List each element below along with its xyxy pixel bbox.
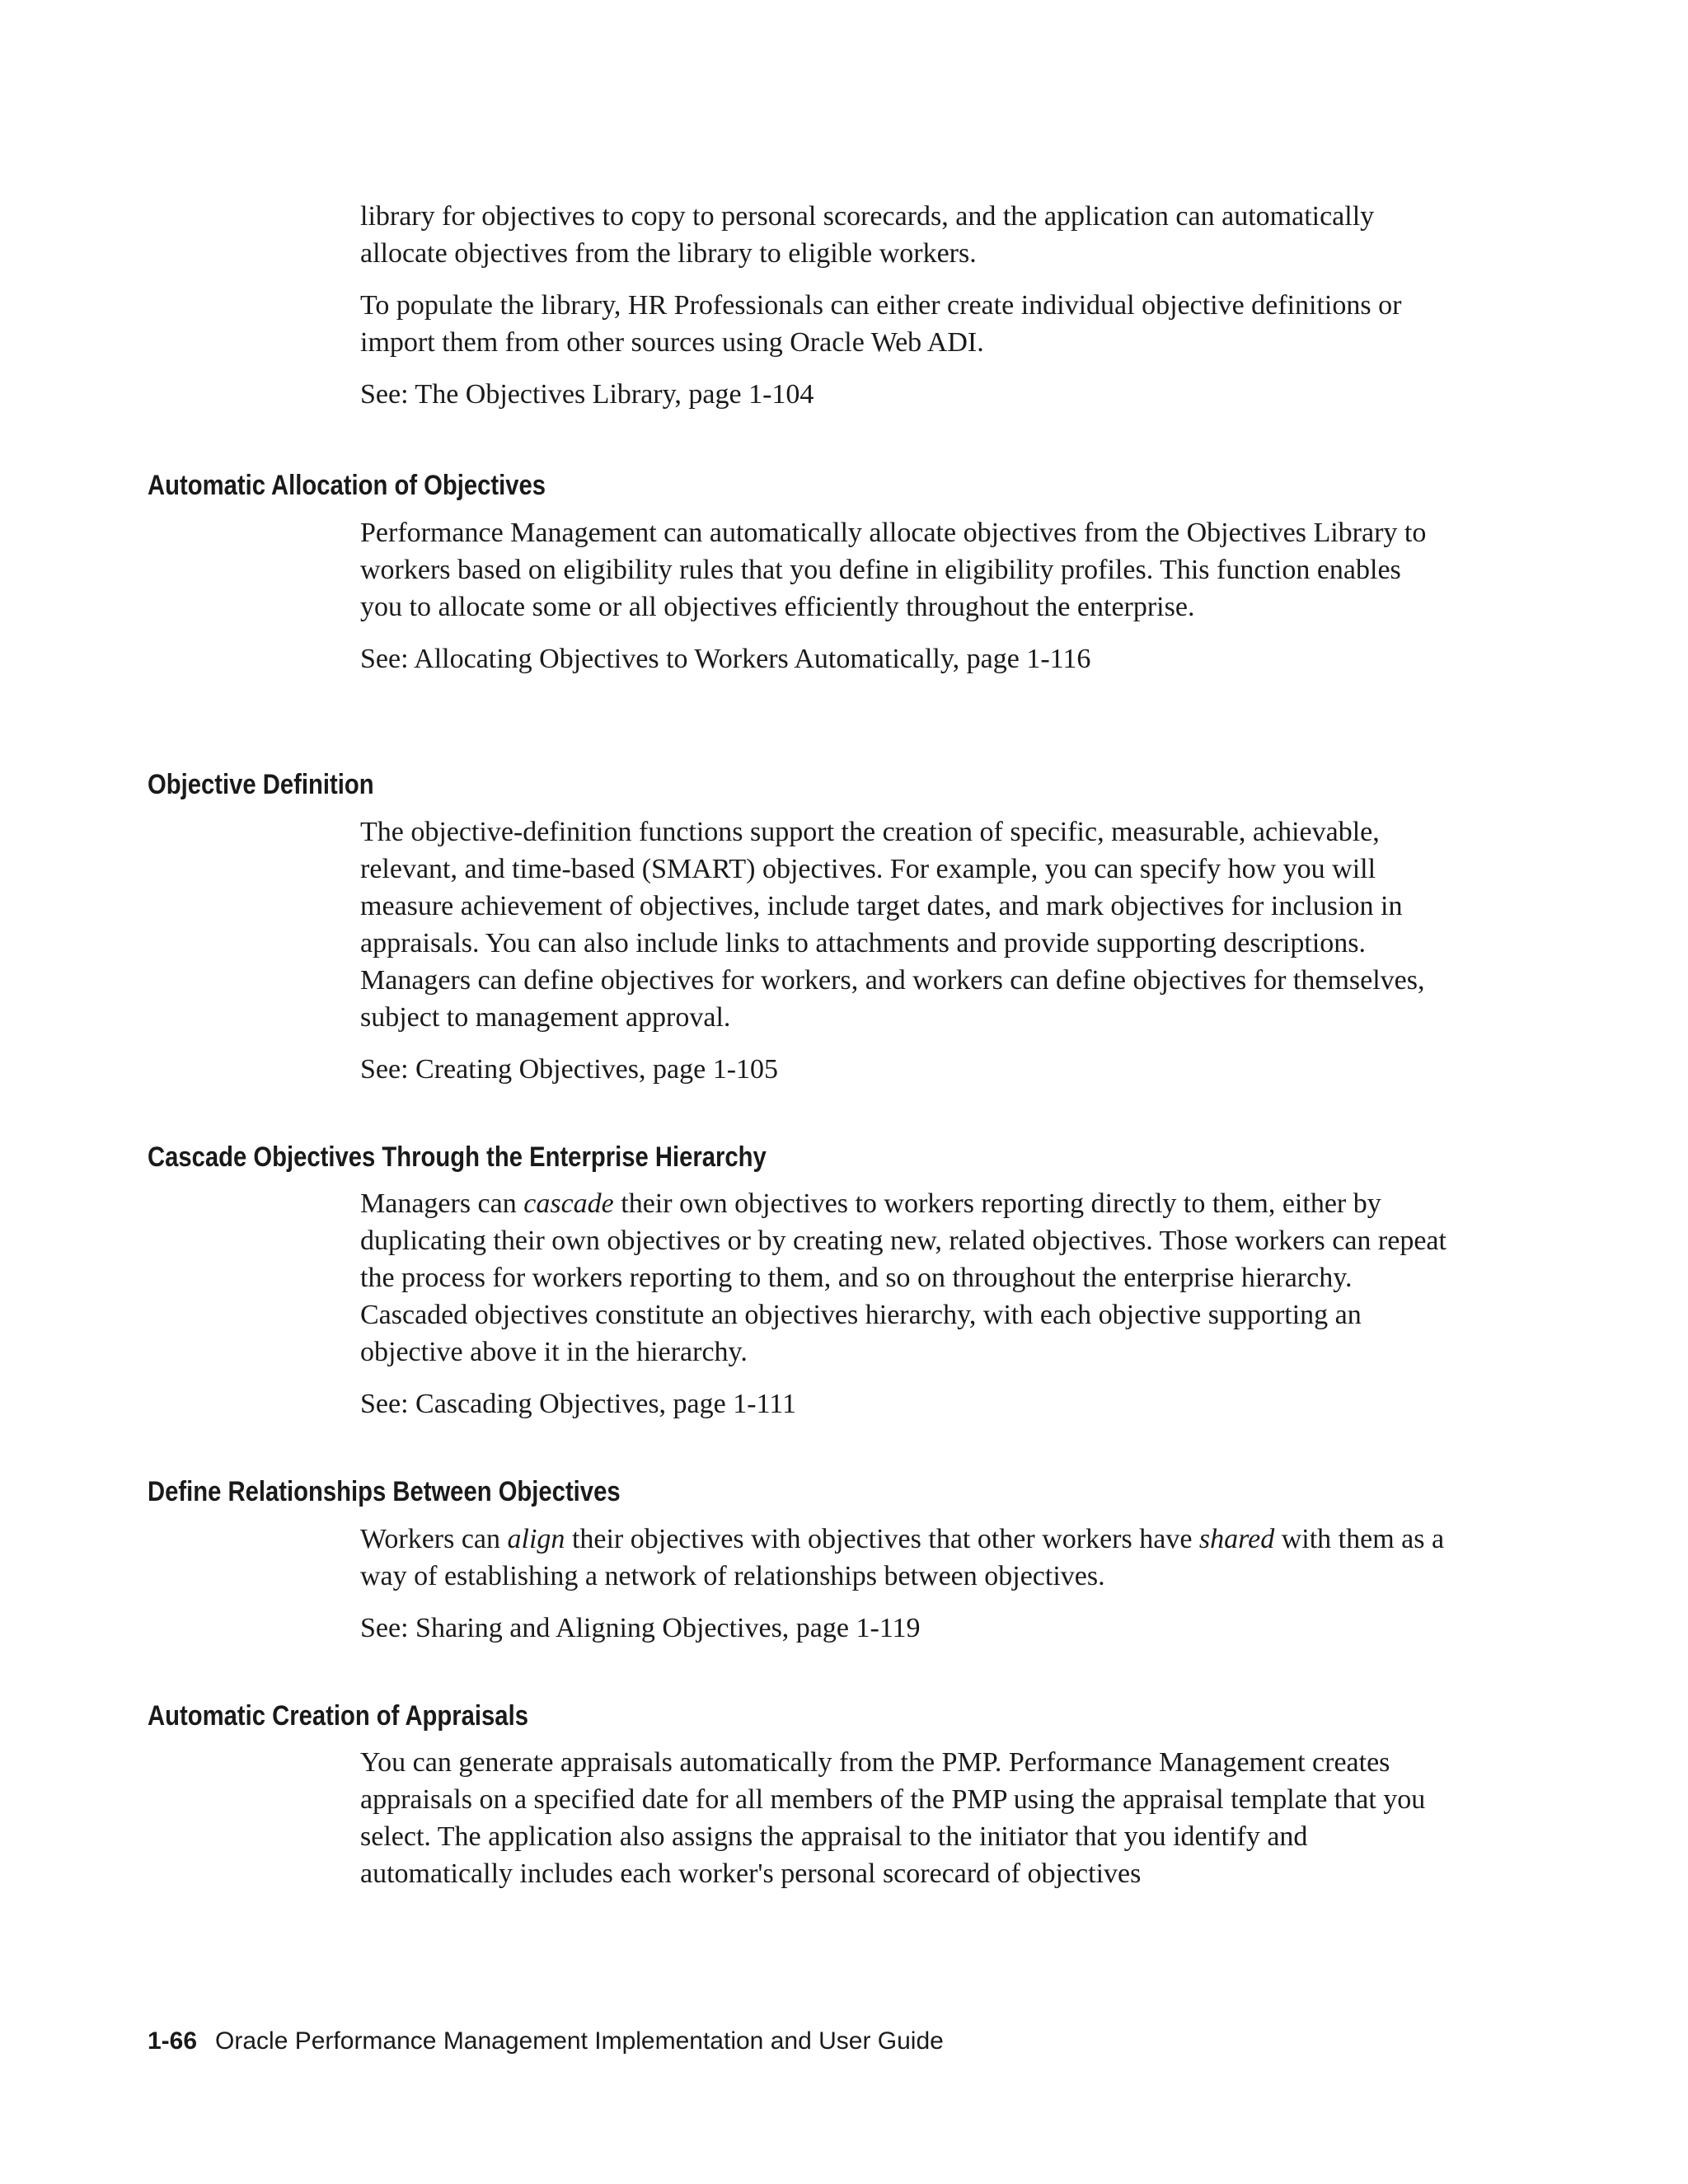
section-heading-cascade-objectives: Cascade Objectives Through the Enterprise Hierarchy [148,1141,767,1173]
text-run: Managers can [360,1188,524,1219]
text-run: with them as a way of establishing a network of relationships between objectives. [360,1524,1445,1591]
section-heading-objective-definition: Objective Definition [148,769,374,800]
section-body-cascade-objectives [360,1185,1448,1422]
section-see-reference: See: Allocating Objectives to Workers Automatically, page 1-116 [360,644,1091,674]
section-heading-automatic-creation: Automatic Creation of Appraisals [148,1700,528,1732]
section-paragraph: Performance Management can automatically allocate objectives from the Objectives Library to workers based on eligibility rules that you define in eligibility profiles. This function enables you to allocate some or all objectives efficiently throughout the enterprise. [360,518,1427,622]
section-heading-automatic-allocation: Automatic Allocation of Objectives [148,470,546,501]
section-body-automatic-allocation [360,514,1448,677]
section-body-define-relationships [360,1521,1448,1647]
text-run: their objectives with objectives that other workers have [565,1524,1199,1554]
emphasis-cascade: cascade [523,1188,614,1219]
intro-block [360,198,1448,413]
intro-paragraph-2: To populate the library, HR Professionals can either create individual objective definitions or import them from other sources using Oracle Web ADI. [360,290,1402,358]
text-run: their own objectives to workers reporting directly to them, either by duplicating their own objectives or by creating new, related objectives. Those workers can repeat the process for workers reporting to them, and so on throughout the enterprise hierarchy. Cascaded objectives constitute an objectives hierarchy, with each objective supporting an objective above it in the hierarchy. [360,1188,1447,1367]
emphasis-shared: shared [1198,1524,1275,1554]
section-paragraph [360,1521,1448,1595]
section-body-objective-definition [360,813,1448,1088]
section-see-reference: See: Cascading Objectives, page 1-111 [360,1389,797,1419]
section-see-reference: See: Sharing and Aligning Objectives, page 1-119 [360,1613,921,1643]
footer-page-number: 1-66 [148,2027,198,2055]
section-paragraph [360,1185,1448,1371]
page-footer [148,2026,944,2057]
section-paragraph: The objective-definition functions support the creation of specific, measurable, achievable, relevant, and time-based (SMART) objectives. For example, you can specify how you will measure achievement of objectives, include target dates, and mark objectives for inclusion in appraisals. You can also include links to attachments and provide supporting descriptions. Managers can define objectives for workers, and workers can define objectives for themselves, subject to management approval. [360,817,1425,1033]
text-run: Workers can [360,1524,508,1554]
footer-guide-title: Oracle Performance Management Implementation and User Guide [215,2027,944,2055]
section-body-automatic-creation [360,1744,1448,1892]
section-paragraph: You can generate appraisals automatically from the PMP. Performance Management creates appraisals on a specified date for all members of the PMP using the appraisal template that you select. The application also assigns the appraisal to the initiator that you identify and automatically includes each worker's personal scorecard of objectives [360,1747,1426,1889]
section-heading-define-relationships: Define Relationships Between Objectives [148,1476,621,1507]
intro-paragraph-1: library for objectives to copy to personal scorecards, and the application can automatically allocate objectives from the library to eligible workers. [360,201,1375,269]
intro-see-reference: See: The Objectives Library, page 1-104 [360,379,814,410]
emphasis-align: align [507,1524,565,1554]
section-see-reference: See: Creating Objectives, page 1-105 [360,1054,779,1085]
